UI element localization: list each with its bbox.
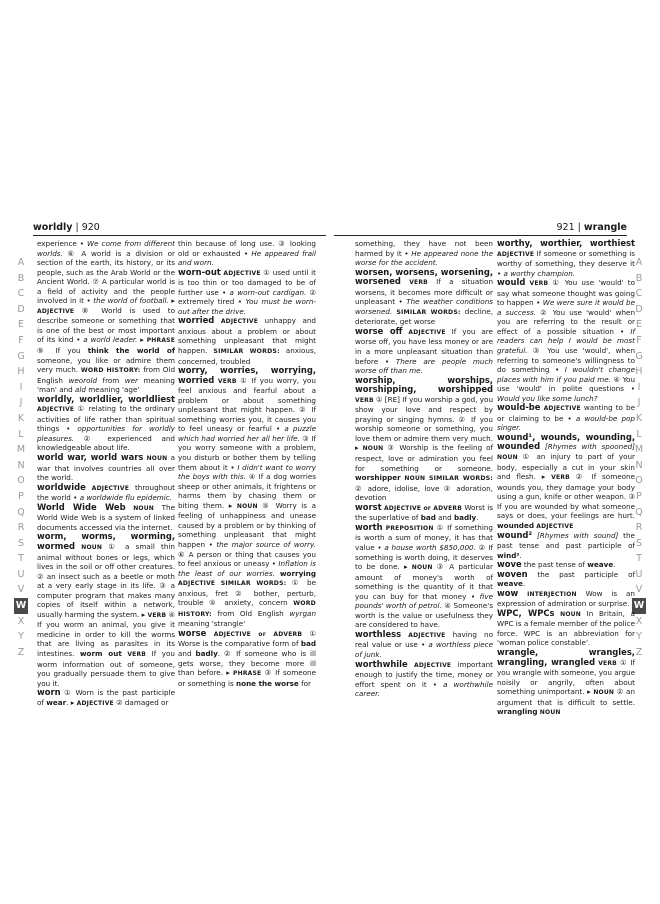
part-of-speech: VERB	[551, 474, 570, 482]
definition-text: ③ Worship is the feeling of respect, love or admiration you feel for something or someone.	[355, 443, 493, 473]
thumb-tab-active: W	[632, 598, 646, 614]
headword: worse off	[355, 325, 403, 336]
definition-text: .	[476, 513, 479, 523]
headword: worse	[178, 627, 207, 638]
text-column-3	[355, 239, 493, 699]
dictionary-entry	[497, 531, 635, 560]
thumb-tab-letter: T	[636, 553, 642, 565]
headword: worthless	[355, 628, 402, 639]
example-text: I didn't want to worry the boys with this.	[178, 462, 316, 482]
example-text: He appeared none the worse for the accident.	[355, 248, 493, 268]
subentry-term: worm out	[79, 648, 122, 658]
headword: wrangle, wrangles, wrangling, wrangled	[497, 646, 635, 667]
header-separator: |	[577, 222, 581, 233]
example-text: He appeared frail and worn.	[178, 248, 316, 268]
thumb-tab-active: W	[14, 598, 28, 614]
definition-text: ② experienced and knowledgeable about life.	[37, 433, 175, 453]
part-of-speech: ADJECTIVE	[536, 522, 574, 530]
subentry-term: badly	[195, 648, 218, 658]
definition-text: anxious, concerned, troubled	[178, 346, 317, 366]
example-text: The weather conditions worsened.	[355, 297, 494, 316]
section-label: SIMILAR WORDS:	[213, 348, 280, 356]
thumb-tab-letter: Q	[635, 506, 643, 518]
subentry-term: worrying	[279, 568, 316, 578]
dictionary-entry	[37, 453, 175, 483]
part-of-speech: ADJECTIVE or ADVERB	[213, 630, 303, 638]
example-text: a worthless piece of junk.	[355, 640, 493, 659]
example-text: a puzzle which had worried her all her life.	[178, 424, 317, 443]
subentry-term: wrangling	[497, 707, 538, 717]
definition-text: decline, deteriorate, get worse	[355, 306, 493, 327]
dictionary-entry	[37, 688, 175, 708]
example-text: the world of football.	[93, 296, 169, 306]
dictionary-entry	[178, 268, 316, 317]
text-column-2	[178, 239, 316, 688]
headword: worthy, worthier, worthiest	[497, 238, 635, 248]
thumb-tab-letter: S	[635, 537, 643, 549]
example-text: opportunities for worldly pleasures.	[37, 424, 176, 443]
thumb-index-left	[14, 255, 28, 660]
definition-text: and	[435, 513, 454, 523]
definition-text: ④ If you worm an animal, you give it medicine in order to kill the worms that are living as parasites in its intestines.	[37, 609, 175, 658]
headword: wound²	[497, 530, 533, 541]
definition-text: ① Worse is the comparative form of	[178, 628, 316, 649]
thumb-tab-letter: O	[17, 475, 25, 487]
example-text: a would-be pop singer.	[497, 413, 635, 433]
definition-text: If someone or something is worthy of something, they deserve it •	[497, 248, 635, 278]
definition-text: ⑤ Worry is a feeling of unhappiness and unease caused by a problem or by thinking of something unpleasant that might happen •	[178, 500, 316, 549]
definition-text	[401, 277, 409, 286]
dictionary-entry	[497, 570, 635, 589]
definition-text: from Old English	[211, 608, 290, 618]
definition-text: ⑧ World is used to describe someone or something that is one of the best or most important of its kind •	[37, 305, 175, 345]
headword: woven	[497, 568, 528, 579]
definition-text: Wow is an expression of admiration or surprise.	[497, 588, 635, 609]
definition-text: ① used until it is too thin or too damaged to be of further use •	[178, 267, 316, 297]
part-of-speech: ADJECTIVE	[220, 318, 259, 326]
definition-text: important enough to justify the time, money or effort spent on it •	[355, 659, 493, 689]
part-of-speech: ADJECTIVE	[91, 484, 129, 492]
thumb-tab-letter: Z	[635, 646, 643, 658]
thumb-tab-letter: M	[16, 444, 26, 456]
definition-text: ① an injury to part of your body, especially a cut in your skin and flesh. ▸	[497, 452, 635, 482]
thumb-tab-letter: G	[635, 350, 643, 362]
dictionary-entry	[497, 648, 635, 718]
example-text: a world leader.	[83, 335, 138, 345]
part-of-speech: VERB	[147, 611, 167, 619]
thumb-tab-letter: B	[17, 272, 25, 284]
dictionary-entry	[355, 327, 493, 376]
section-label: SIMILAR WORDS:	[396, 308, 461, 316]
part-of-speech: NOUN	[497, 454, 518, 462]
subentry-term: weave	[497, 579, 523, 589]
thumb-tab-letter: C	[17, 288, 25, 300]
headword: worth	[355, 521, 383, 532]
thumb-tab-letter: J	[637, 397, 641, 409]
guide-word-right: wrangle	[583, 222, 627, 233]
thumb-tab-letter: H	[635, 366, 643, 378]
part-of-speech: VERB	[217, 377, 237, 385]
thumb-tab-letter: E	[635, 319, 642, 331]
part-of-speech: NOUN	[133, 504, 155, 512]
dictionary-entry	[37, 239, 175, 395]
subentry-term: badly	[453, 513, 477, 523]
headword: worthwhile	[355, 658, 408, 669]
thumb-tab-letter: U	[635, 568, 643, 580]
subentry-term: bad	[420, 513, 436, 523]
example-text: We come from different worlds.	[37, 239, 175, 258]
thumb-tab-letter: F	[18, 334, 24, 346]
example-text: five pounds' worth of petrol.	[355, 591, 493, 611]
example-text: You must be worn-out after the drive.	[178, 297, 316, 316]
thumb-tab-letter: Y	[636, 631, 642, 643]
thumb-tab-letter: R	[635, 522, 643, 534]
definition-text: ④ Someone's worth is the value or usefulness they are considered to have.	[355, 601, 493, 630]
part-of-speech: ADJECTIVE	[37, 307, 75, 315]
definition-text: meaning 'man' and	[37, 375, 175, 395]
dictionary-entry	[497, 609, 635, 648]
definition-text: ⑨ If you	[37, 346, 88, 356]
headword: worried	[178, 315, 215, 326]
headword: worsen, worsens, worsening, worsened	[355, 266, 493, 287]
running-head-right	[557, 222, 627, 233]
part-of-speech: NOUN	[539, 709, 561, 717]
example-text: [Rhymes with sound]	[536, 531, 619, 541]
definition-text: a war that involves countries all over the world.	[37, 453, 175, 483]
definition-text: meaning 'age'	[85, 385, 140, 395]
definition-text	[518, 589, 527, 598]
thumb-tab-letter: B	[635, 272, 643, 284]
dictionary-entry	[497, 433, 635, 531]
dictionary-entry	[37, 395, 175, 453]
part-of-speech: ADJECTIVE	[408, 631, 446, 639]
definition-text: ▸	[168, 296, 175, 306]
headword: worn-out	[178, 266, 221, 277]
example-text: Inflation is the least of our worries.	[178, 559, 316, 578]
thumb-tab-letter: X	[17, 615, 25, 627]
definition-text: ③ If you worry someone with a problem, you disturb or bother them by telling them about it •	[178, 433, 316, 472]
example-text: wyrgan	[289, 608, 316, 618]
running-head-left	[33, 222, 100, 233]
part-of-speech: PHRASE	[233, 670, 262, 678]
definition-text: ② If something is worth doing, it deserves to be done. ▸	[355, 542, 493, 572]
definition-text: from Old English	[37, 365, 176, 385]
example-text: ald	[75, 385, 86, 395]
definition-text: ② adore, idolise, love ③ adoration, devotion	[355, 483, 493, 503]
thumb-tab-letter: H	[17, 366, 25, 378]
definition-text: ① If you wrangle with someone, you argue noisily or angrily, often about something unimportant. ▸	[497, 657, 635, 697]
section-label: WORD HISTORY:	[80, 367, 141, 375]
part-of-speech: NOUN	[362, 445, 384, 453]
dictionary-entry	[37, 503, 175, 533]
headword: worldly, worldlier, worldliest	[37, 393, 175, 404]
example-text: weorold	[68, 375, 98, 385]
definition-text: ② an argument that is difficult to settle.	[497, 687, 635, 707]
thumb-tab-letter: P	[636, 490, 642, 502]
example-text: a worthy champion.	[503, 268, 576, 278]
part-of-speech: VERB	[127, 650, 147, 658]
definition-text: . ② If someone who is ill gets worse, they become more ill than before. ▸	[178, 648, 317, 678]
headword: wove	[497, 559, 522, 570]
definition-text: ① Worn is the past participle of	[37, 688, 175, 707]
text-column-1	[37, 239, 175, 708]
example-text: If readers can help I would be most grateful.	[497, 326, 635, 356]
dictionary-entry	[178, 629, 316, 688]
dictionary-entry	[178, 316, 316, 366]
thumb-tab-letter: C	[635, 288, 643, 300]
definition-text: The World Wide Web is a system of linked documents accessed via the internet.	[37, 502, 175, 532]
definition-text: ③ If someone or something is	[178, 668, 316, 688]
thumb-tab-letter: G	[17, 350, 25, 362]
dictionary-entry	[497, 239, 635, 278]
subentry-term: worshipper	[355, 473, 401, 483]
definition-text: and	[178, 648, 196, 658]
definition-text: the past tense of	[521, 560, 588, 570]
section-label: SIMILAR WORDS:	[428, 475, 493, 483]
definition-text: wanting to be or claiming to be •	[497, 403, 635, 423]
part-of-speech: ADJECTIVE	[543, 405, 581, 413]
thumb-tab-letter: L	[636, 428, 642, 440]
dictionary-entry	[178, 366, 316, 629]
page-number-right: 921	[556, 222, 575, 233]
subentry-term: wear	[46, 697, 67, 707]
headword: worn	[37, 687, 61, 698]
part-of-speech: NOUN	[560, 610, 581, 618]
example-text: Would you like some lunch?	[497, 393, 598, 403]
headword: worldwide	[37, 481, 86, 492]
part-of-speech: ADJECTIVE	[178, 580, 216, 588]
definition-text: from	[97, 375, 125, 385]
thumb-tab-letter: K	[17, 412, 25, 424]
subentry-term: weave	[587, 560, 614, 570]
dictionary-entry	[355, 660, 493, 699]
dictionary-entry	[355, 268, 493, 327]
definition-text: ① relating to the ordinary activities of life rather than spiritual things •	[37, 404, 175, 434]
part-of-speech: VERB	[529, 280, 549, 288]
definition-text: experience •	[37, 239, 87, 248]
dictionary-entry	[37, 532, 175, 688]
subentry-term: think the world of	[87, 346, 175, 356]
part-of-speech: NOUN	[81, 543, 103, 551]
headword: worst	[355, 501, 382, 512]
thumb-tab-letter: D	[17, 303, 25, 315]
definition-text: ② damaged or	[113, 697, 169, 707]
subentry-term: bad	[300, 639, 316, 649]
text-column-4	[497, 239, 635, 718]
thumb-tab-letter: J	[19, 397, 23, 409]
definition-text: the past participle of	[527, 569, 635, 579]
thumb-tab-letter: I	[19, 381, 23, 393]
thumb-tab-letter: Z	[17, 646, 25, 658]
subentry-term: wounded	[497, 520, 534, 530]
example-text: a worn-out cardigan.	[229, 287, 307, 297]
thumb-tab-letter: M	[634, 444, 644, 456]
example-text: a worldwide flu epidemic.	[79, 493, 172, 503]
dictionary-entry	[37, 483, 175, 503]
part-of-speech: NOUN	[593, 689, 615, 697]
definition-text: .	[613, 560, 616, 570]
part-of-speech: NOUN	[146, 455, 168, 463]
thumb-tab-letter: F	[636, 334, 642, 346]
definition-text: ⑥ A person or thing that causes you to feel anxious or uneasy •	[178, 549, 316, 569]
definition-text: .	[519, 550, 522, 560]
part-of-speech: NOUN	[404, 475, 426, 483]
definition-text: ① If something is worth a sum of money, it has that value •	[355, 522, 493, 552]
thumb-tab-letter: U	[17, 568, 25, 580]
example-text: We were sure it would be a success.	[497, 298, 635, 317]
definition-text: ② If someone wounds you, they damage your body using a gun, knife or other weapon. ③ If you are wounded by what someone says or does, your feelings are hurt.	[497, 472, 635, 521]
headword: worm, worms, worming, wormed	[37, 531, 175, 551]
headword: world war, world wars	[37, 452, 144, 463]
definition-text: meaning 'strangle'	[178, 619, 246, 629]
header-rule-left	[33, 235, 326, 236]
headword: World Wide Web	[37, 501, 126, 512]
thumb-tab-letter: N	[17, 459, 25, 471]
thumb-tab-letter: O	[635, 475, 643, 487]
example-text: the major source of worry.	[216, 539, 316, 549]
thumb-tab-letter: R	[17, 522, 25, 534]
thumb-tab-letter: P	[18, 490, 24, 502]
part-of-speech: ADJECTIVE	[223, 269, 261, 277]
definition-text: for	[298, 678, 311, 688]
definition-text: ① a small thin animal without bones or legs, which lives in the soil or off other creatures. ② an insect such as a beetle or moth at a very early stage in its life. ③ a computer program that makes many copies of itself within a network, usually harming the system. ▸	[37, 541, 175, 619]
part-of-speech: ADJECTIVE	[76, 699, 114, 707]
part-of-speech: NOUN	[236, 502, 258, 510]
header-rule-right	[334, 235, 627, 236]
definition-text: . ▸	[66, 697, 77, 707]
headword: worship, worships, worshipping, worshipped	[355, 374, 493, 395]
page-number-left: 920	[81, 222, 100, 233]
part-of-speech: ADJECTIVE	[408, 328, 446, 336]
thumb-tab-letter: L	[18, 428, 24, 440]
definition-text: ② You use 'would' when you are referring to the result or effect of a possible situation •	[497, 307, 636, 336]
part-of-speech: NOUN	[411, 564, 433, 572]
definition-text: unhappy and anxious about a problem or about something unpleasant that might happen.	[178, 316, 316, 356]
dictionary-entry	[355, 376, 493, 503]
definition-text: throughout the world •	[37, 482, 175, 503]
part-of-speech: PREPOSITION	[385, 524, 434, 532]
definition-text: In Britain, a WPC is a female member of the police force. WPC is an abbreviation for 'woman police constable'.	[497, 608, 635, 648]
example-text: [Rhymes with spooned]	[544, 442, 635, 452]
example-text: I wouldn't change places with him if you paid me.	[497, 365, 635, 384]
headword: wow	[497, 587, 519, 598]
example-text: a worthwhile career.	[355, 679, 493, 699]
thumb-tab-letter: A	[17, 257, 25, 268]
definition-text: ① [RE] If you worship a god, you show your love and respect by praying or singing hymns. ② If you worship someone or something, you love them or admire them very much. ▸	[355, 394, 493, 453]
dictionary-entry	[355, 523, 493, 630]
definition-text: having no real value or use •	[355, 629, 493, 650]
part-of-speech: ADJECTIVE	[413, 661, 452, 669]
thumb-tab-letter: N	[635, 459, 643, 471]
thumb-tab-letter: V	[635, 584, 643, 596]
thumb-tab-letter: A	[635, 257, 643, 268]
example-text: wer	[124, 375, 139, 385]
thumb-tab-letter: E	[17, 319, 24, 331]
thumb-tab-letter: T	[18, 553, 24, 565]
dictionary-entry	[355, 503, 493, 523]
definition-text: Worst is the superlative of	[355, 502, 493, 523]
thumb-tab-letter: Q	[17, 506, 25, 518]
definition-text: something, they have not been harmed by it •	[355, 239, 493, 258]
definition-text: thin because of long use. ③ looking old or exhausted •	[178, 239, 316, 258]
dictionary-entry	[178, 239, 316, 268]
subentry-term: wind²	[497, 550, 520, 560]
thumb-tab-letter: V	[17, 584, 25, 596]
thumb-tab-letter: S	[17, 537, 25, 549]
definition-text: .	[522, 579, 526, 589]
headword: would-be	[497, 402, 541, 413]
thumb-tab-letter: K	[635, 412, 643, 424]
headword: worry, worries, worrying, worried	[178, 365, 316, 385]
definition-text: ▸	[137, 335, 147, 345]
section-label: SIMILAR WORDS:	[220, 580, 287, 588]
thumb-tab-letter: X	[635, 615, 643, 627]
thumb-tab-letter: D	[635, 303, 643, 315]
definition-text	[206, 629, 213, 638]
dictionary-entry	[355, 630, 493, 660]
dictionary-entry	[497, 589, 635, 609]
part-of-speech: ADJECTIVE	[497, 250, 535, 258]
guide-word-left: worldly	[33, 222, 73, 233]
thumb-tab-letter: Y	[18, 631, 24, 643]
example-text: a house worth $850,000.	[384, 542, 476, 552]
part-of-speech: VERB	[409, 279, 428, 287]
subentry-term: none the worse	[236, 678, 299, 688]
definition-text: ④ If a dog worries sheep or other animals, it frightens or harms them by chasing them or biting them. ▸	[178, 472, 316, 510]
header-separator: |	[75, 222, 79, 233]
dictionary-entry	[497, 403, 635, 433]
headword: WPC, WPCs	[497, 607, 555, 618]
definition-text: ③ A particular amount of money's worth of something is the quantity of it that you can buy for that money •	[355, 562, 493, 601]
definition-text: ⑥ A world is a division or section of the earth, its history, or its people, such as the Arab World or the Ancient World. ⑦ A particular world is a field of activity and the people involved in it •	[37, 248, 175, 306]
part-of-speech: INTERJECTION	[527, 590, 577, 598]
headword: wound¹, wounds, wounding, wounded	[497, 431, 635, 452]
dictionary-entry	[355, 239, 493, 268]
part-of-speech: PHRASE	[146, 337, 175, 345]
part-of-speech: ADJECTIVE or ADVERB	[383, 504, 463, 512]
definition-text: someone, you like or admire them very much.	[37, 355, 175, 375]
definition-text: If a situation worsens, it becomes more difficult or unpleasant •	[355, 277, 493, 307]
part-of-speech: VERB	[598, 659, 617, 667]
headword: would	[497, 277, 526, 288]
definition-text: ① You use 'would' to say what someone thought was going to happen •	[497, 278, 635, 308]
definition-text: ④ You use 'would' in polite questions •	[497, 374, 635, 394]
thumb-tab-letter: I	[637, 381, 641, 393]
part-of-speech: VERB	[355, 396, 374, 404]
definition-text: ③ You use 'would', when referring to someone's willingness to do something •	[497, 346, 635, 375]
definition-text: If you are worse off, you have less money or are in a more unpleasant situation than before •	[355, 326, 493, 366]
definition-text: If you worm information out of someone, you gradually persuade them to give you it.	[37, 648, 175, 688]
section-label: WORD HISTORY:	[178, 600, 316, 618]
definition-text: the past tense and past participle of	[497, 531, 635, 550]
definition-text: ② extremely tired •	[178, 287, 316, 307]
definition-text: ① be anxious, fret ② bother, perturb, trouble ⑤ anxiety, concern	[178, 578, 316, 608]
part-of-speech: ADJECTIVE	[37, 406, 75, 414]
example-text: There are people much worse off than me.	[355, 356, 493, 376]
dictionary-entry	[497, 278, 635, 403]
definition-text: ① If you worry, you feel anxious and fearful about a problem or about something unpleasant that might happen. ② If something worries you, it causes you to feel uneasy or fearful •	[178, 375, 316, 434]
